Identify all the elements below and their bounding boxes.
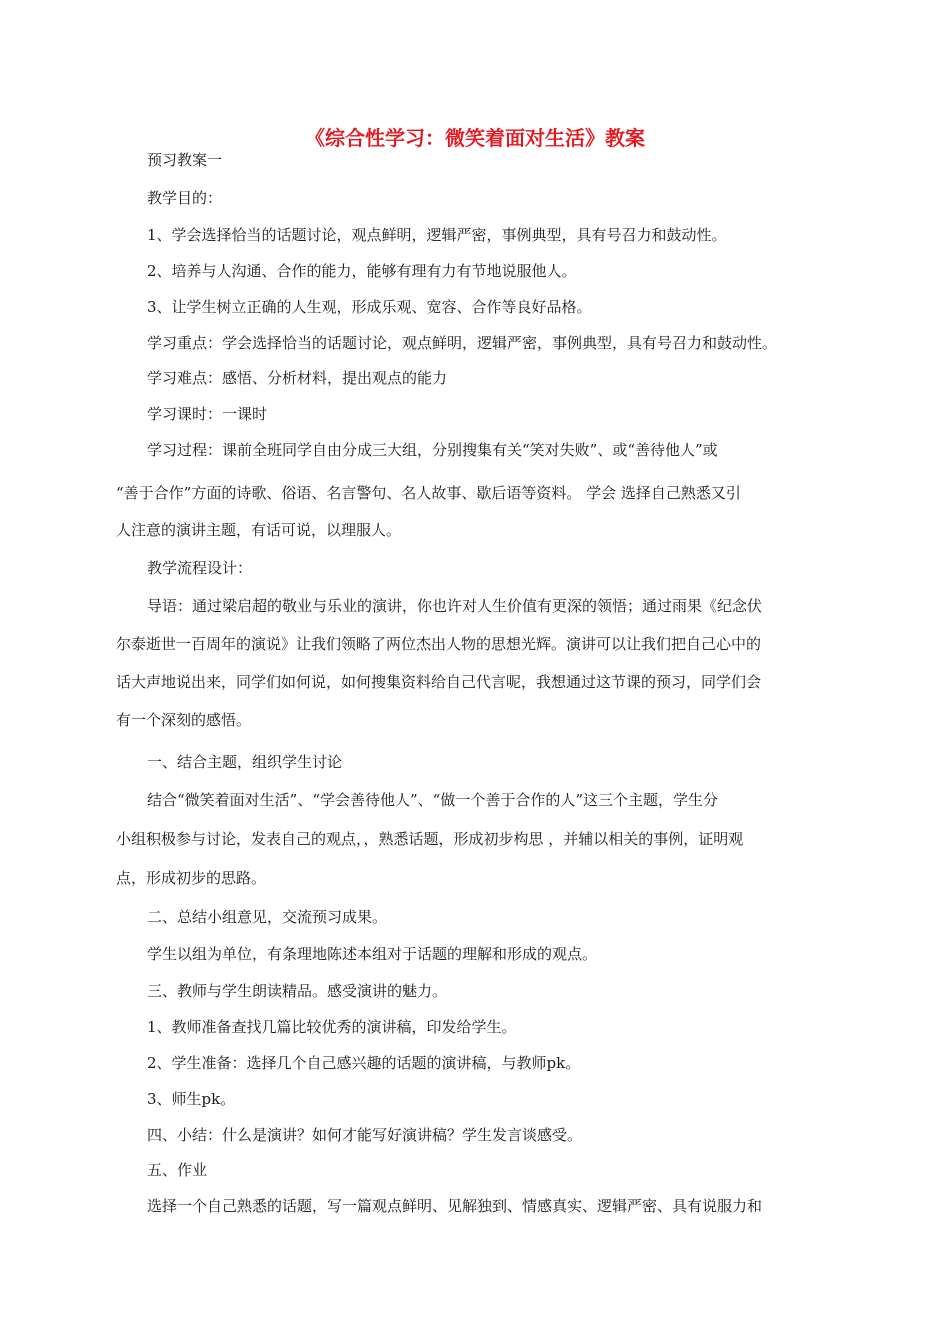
paragraph-line: 尔泰逝世一百周年的演说》让我们领略了两位杰出人物的思想光辉。演讲可以让我们把自己心中的 — [116, 635, 762, 653]
paragraph-line: 3、让学生树立正确的人生观，形成乐观、宽容、合作等良好品格。 — [147, 298, 592, 316]
paragraph-line: 学习课时：一课时 — [147, 405, 268, 423]
paragraph-line: “善于合作”方面的诗歌、俗语、名言警句、名人故事、歇后语等资料。 学会 选择自己熟悉又引 — [116, 484, 741, 502]
paragraph-line: 1、学会选择恰当的话题讨论，观点鲜明，逻辑严密，事例典型，具有号召力和鼓动性。 — [147, 226, 727, 244]
paragraph-line: 学习难点：感悟、分析材料，提出观点的能力 — [147, 369, 448, 387]
paragraph-line: 预习教案一 — [147, 151, 223, 169]
document-title: 《综合性学习：微笑着面对生活》教案 — [305, 126, 645, 150]
paragraph-line: 话大声地说出来，同学们如何说，如何搜集资料给自己代言呢，我想通过这节课的预习，同学们会 — [116, 673, 762, 691]
paragraph-line: 教学目的： — [147, 189, 223, 207]
paragraph-line: 四、小结：什么是演讲？如何才能写好演讲稿？学生发言谈感受。 — [147, 1126, 583, 1144]
paragraph-line: 学习重点：学会选择恰当的话题讨论，观点鲜明，逻辑严密，事例典型，具有号召力和鼓动性。 — [147, 334, 778, 352]
paragraph-line: 五、作业 — [147, 1161, 208, 1179]
paragraph-line: 小组积极参与讨论，发表自己的观点，，熟悉话题，形成初步构思 ，并辅以相关的事例，证明观 — [116, 830, 744, 848]
paragraph-line: 选择一个自己熟悉的话题，写一篇观点鲜明、见解独到、情感真实、逻辑严密、具有说服力和 — [147, 1197, 763, 1215]
paragraph-line: 1、教师准备查找几篇比较优秀的演讲稿，印发给学生。 — [147, 1018, 517, 1036]
paragraph-line: 学习过程：课前全班同学自由分成三大组，分别搜集有关“笑对失败”、或“善待他人”或 — [147, 441, 718, 459]
paragraph-line: 二、总结小组意见，交流预习成果。 — [147, 908, 388, 926]
paragraph-line: 结合“微笑着面对生活”、“学会善待他人”、“做一个善于合作的人”这三个主题，学生分 — [147, 791, 719, 809]
paragraph-line: 三、教师与学生朗读精品。感受演讲的魅力。 — [147, 982, 448, 1000]
paragraph-line: 2、培养与人沟通、合作的能力，能够有理有力有节地说服他人。 — [147, 262, 577, 280]
paragraph-line: 3、师生pk。 — [147, 1090, 236, 1108]
paragraph-line: 导语：通过梁启超的敬业与乐业的演讲，你也许对人生价值有更深的领悟；通过雨果《纪念伏 — [147, 597, 763, 615]
paragraph-line: 2、学生准备：选择几个自己感兴趣的话题的演讲稿，与教师pk。 — [147, 1054, 581, 1072]
paragraph-line: 人注意的演讲主题，有话可说，以理服人。 — [116, 521, 402, 539]
paragraph-line: 学生以组为单位，有条理地陈述本组对于话题的理解和形成的观点。 — [147, 945, 598, 963]
paragraph-line: 一、结合主题，组织学生讨论 — [147, 753, 343, 771]
paragraph-line: 点，形成初步的思路。 — [116, 869, 267, 887]
paragraph-line: 教学流程设计： — [147, 559, 253, 577]
paragraph-line: 有一个深刻的感悟。 — [116, 711, 252, 729]
